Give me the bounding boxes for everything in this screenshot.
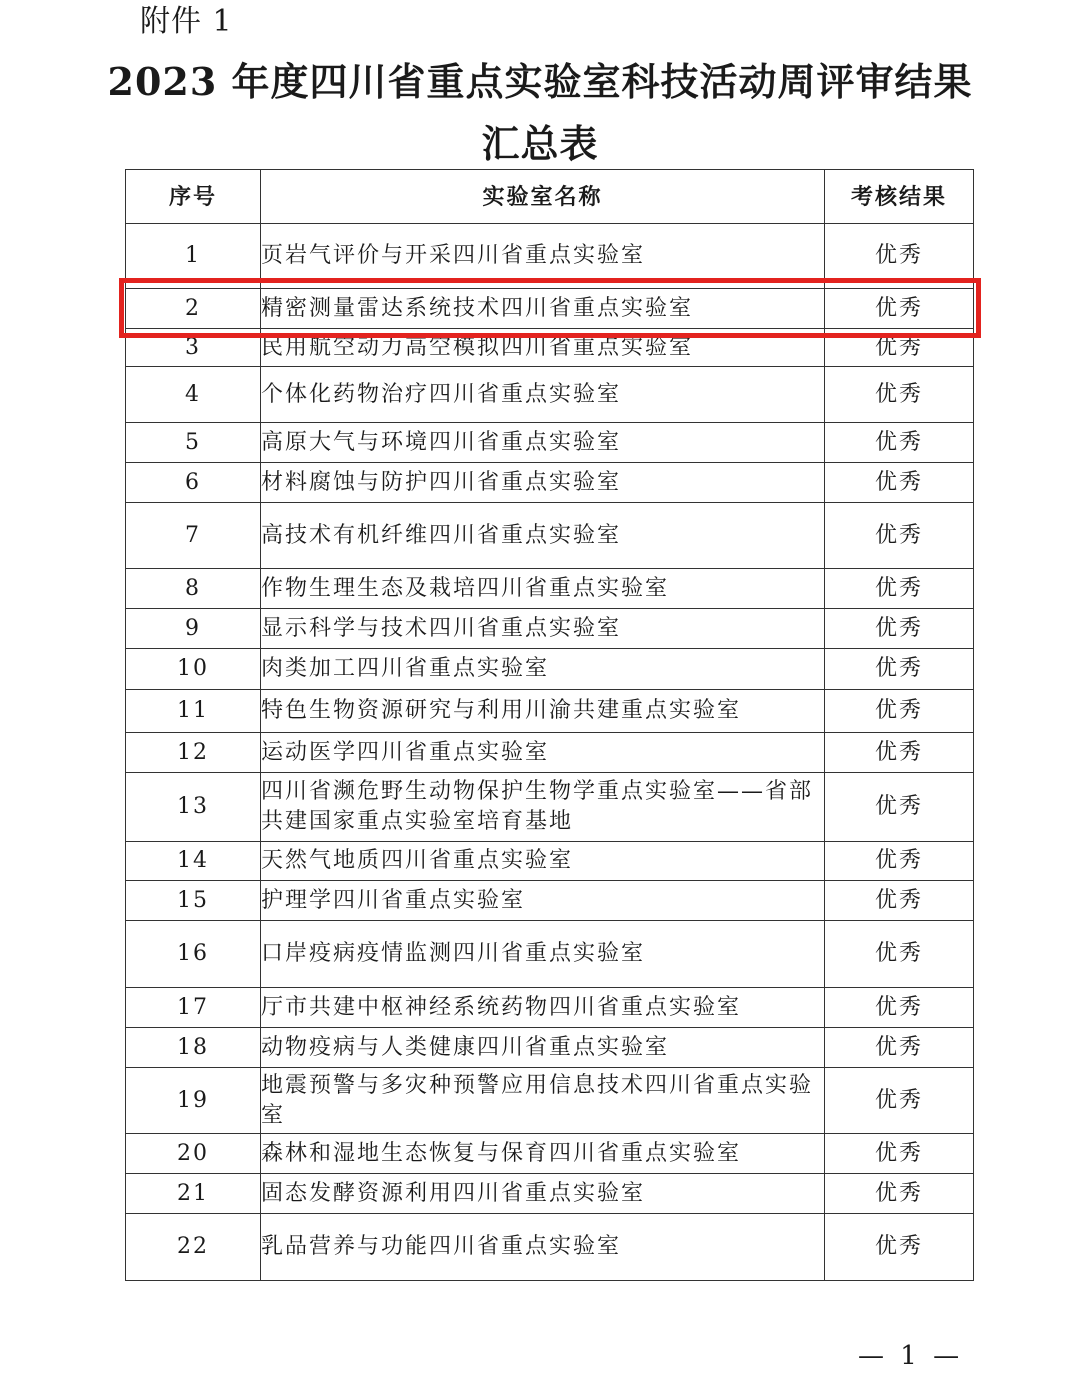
- table-row: [126, 503, 974, 569]
- table-row: [126, 289, 974, 329]
- table-row: [126, 367, 974, 423]
- row-result: 优秀: [825, 773, 974, 842]
- row-result: 优秀: [825, 329, 974, 367]
- row-index: 13: [126, 773, 261, 842]
- row-index: 4: [126, 367, 261, 423]
- table-row: [126, 733, 974, 773]
- header-index: 序号: [126, 170, 261, 224]
- row-index: 3: [126, 329, 261, 367]
- row-result: 优秀: [825, 1214, 974, 1281]
- row-index: 16: [126, 921, 261, 988]
- row-index: 11: [126, 690, 261, 733]
- row-lab-name: 民用航空动力高空模拟四川省重点实验室: [261, 329, 825, 367]
- table-row: [126, 1134, 974, 1174]
- row-lab-name: 显示科学与技术四川省重点实验室: [261, 609, 825, 649]
- table-row: [126, 224, 974, 289]
- table-row: [126, 649, 974, 690]
- row-result: 优秀: [825, 503, 974, 569]
- table-row: [126, 1174, 974, 1214]
- row-lab-name: 材料腐蚀与防护四川省重点实验室: [261, 463, 825, 503]
- row-result: 优秀: [825, 1068, 974, 1134]
- row-index: 7: [126, 503, 261, 569]
- row-lab-name: 厅市共建中枢神经系统药物四川省重点实验室: [261, 988, 825, 1028]
- attachment-label: 附件 1: [140, 4, 233, 39]
- row-lab-name: 森林和湿地生态恢复与保育四川省重点实验室: [261, 1134, 825, 1174]
- row-result: 优秀: [825, 1028, 974, 1068]
- row-index: 6: [126, 463, 261, 503]
- row-result: 优秀: [825, 842, 974, 881]
- table-row: [126, 1068, 974, 1134]
- document-title: 2023 年度四川省重点实验室科技活动周评审结果: [107, 59, 973, 104]
- row-lab-name: 四川省濒危野生动物保护生物学重点实验室——省部共建国家重点实验室培育基地: [261, 773, 825, 842]
- table-row: [126, 569, 974, 609]
- row-lab-name: 页岩气评价与开采四川省重点实验室: [261, 224, 825, 289]
- row-index: 22: [126, 1214, 261, 1281]
- row-index: 14: [126, 842, 261, 881]
- table-row: [126, 773, 974, 842]
- table-row: [126, 463, 974, 503]
- row-lab-name: 特色生物资源研究与利用川渝共建重点实验室: [261, 690, 825, 733]
- row-result: 优秀: [825, 463, 974, 503]
- table-row: [126, 1214, 974, 1281]
- row-result: 优秀: [825, 569, 974, 609]
- row-index: 12: [126, 733, 261, 773]
- table-row: [126, 921, 974, 988]
- row-index: 9: [126, 609, 261, 649]
- row-lab-name: 肉类加工四川省重点实验室: [261, 649, 825, 690]
- row-lab-name: 高原大气与环境四川省重点实验室: [261, 423, 825, 463]
- row-index: 10: [126, 649, 261, 690]
- row-result: 优秀: [825, 367, 974, 423]
- row-lab-name: 动物疫病与人类健康四川省重点实验室: [261, 1028, 825, 1068]
- row-lab-name: 地震预警与多灾种预警应用信息技术四川省重点实验室: [261, 1068, 825, 1134]
- row-result: 优秀: [825, 423, 974, 463]
- table-row: [126, 690, 974, 733]
- table-row: [126, 988, 974, 1028]
- document-title-line2: 汇总表: [481, 121, 599, 166]
- row-lab-name: 天然气地质四川省重点实验室: [261, 842, 825, 881]
- table-row: [126, 881, 974, 921]
- row-index: 19: [126, 1068, 261, 1134]
- row-index: 20: [126, 1134, 261, 1174]
- page-number: — 1 —: [858, 1341, 964, 1371]
- row-index: 15: [126, 881, 261, 921]
- header-lab-name: 实验室名称: [261, 170, 825, 224]
- row-lab-name: 作物生理生态及栽培四川省重点实验室: [261, 569, 825, 609]
- table-row: [126, 423, 974, 463]
- row-result: 优秀: [825, 1174, 974, 1214]
- row-lab-name: 护理学四川省重点实验室: [261, 881, 825, 921]
- row-result: 优秀: [825, 690, 974, 733]
- row-index: 5: [126, 423, 261, 463]
- results-table: [125, 169, 974, 1281]
- row-index: 1: [126, 224, 261, 289]
- table-header-row: [126, 170, 974, 224]
- header-result: 考核结果: [825, 170, 974, 224]
- row-result: 优秀: [825, 1134, 974, 1174]
- row-result: 优秀: [825, 289, 974, 329]
- row-lab-name: 运动医学四川省重点实验室: [261, 733, 825, 773]
- row-lab-name: 口岸疫病疫情监测四川省重点实验室: [261, 921, 825, 988]
- row-result: 优秀: [825, 649, 974, 690]
- row-index: 18: [126, 1028, 261, 1068]
- row-index: 2: [126, 289, 261, 329]
- row-lab-name: 固态发酵资源利用四川省重点实验室: [261, 1174, 825, 1214]
- row-result: 优秀: [825, 733, 974, 773]
- row-result: 优秀: [825, 921, 974, 988]
- row-result: 优秀: [825, 609, 974, 649]
- row-index: 8: [126, 569, 261, 609]
- row-lab-name: 精密测量雷达系统技术四川省重点实验室: [261, 289, 825, 329]
- row-result: 优秀: [825, 988, 974, 1028]
- table-row: [126, 842, 974, 881]
- table-row: [126, 329, 974, 367]
- row-result: 优秀: [825, 224, 974, 289]
- table-row: [126, 1028, 974, 1068]
- row-index: 21: [126, 1174, 261, 1214]
- table-row: [126, 609, 974, 649]
- row-result: 优秀: [825, 881, 974, 921]
- row-lab-name: 高技术有机纤维四川省重点实验室: [261, 503, 825, 569]
- row-lab-name: 乳品营养与功能四川省重点实验室: [261, 1214, 825, 1281]
- row-index: 17: [126, 988, 261, 1028]
- row-lab-name: 个体化药物治疗四川省重点实验室: [261, 367, 825, 423]
